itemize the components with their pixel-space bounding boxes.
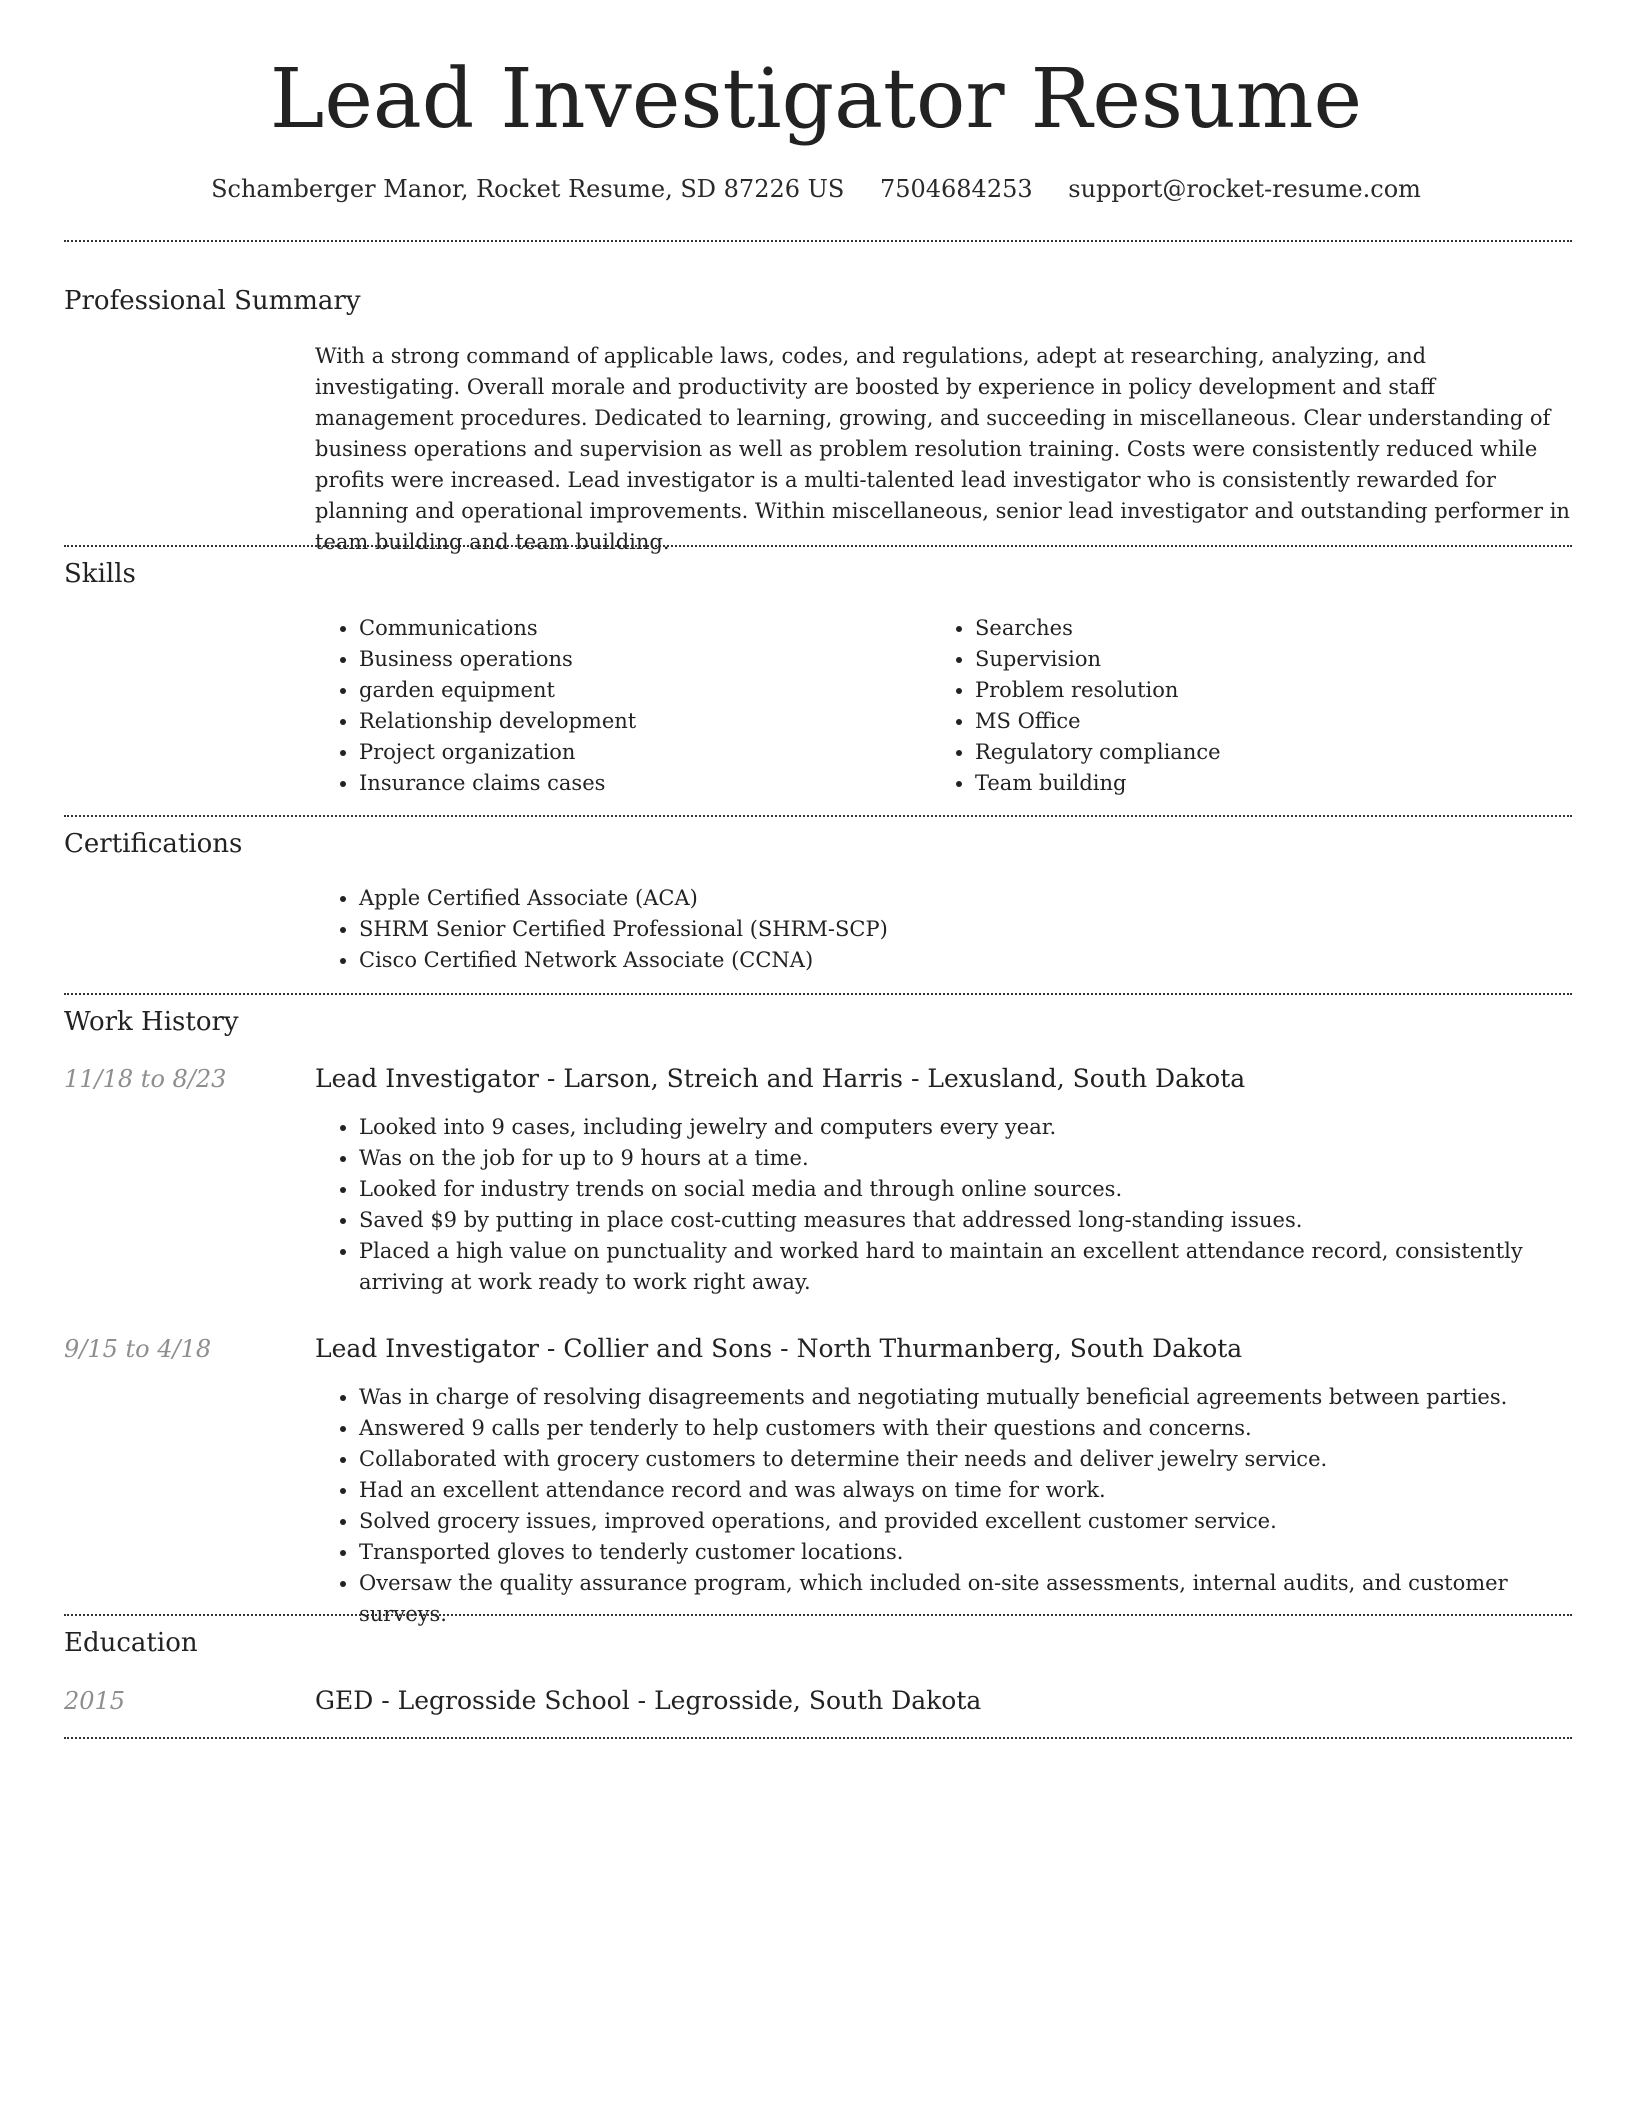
section-heading-summary: Professional Summary [64,286,361,316]
job-title: Lead Investigator - Larson, Streich and Harris - Lexusland, South Dakota [315,1064,1246,1093]
section-heading-education: Education [64,1628,198,1658]
divider [64,240,1572,242]
section-heading-skills: Skills [64,559,136,589]
list-item: • MS Office [975,706,1535,737]
summary-text: With a strong command of applicable laws, codes, and regulations, adept at researching, analyzing, and investigating. Overall morale and productivity are boosted by experience in policy development and staff management procedures. Dedicated to learning, growing, and succeeding in miscellaneous. Clear understanding of business operations and supervision as well as problem resolution training. Costs were consistently reduced while profits were increased. Lead investigator is a multi-talented lead investigator who is consistently rewarded for planning and operational improvements. Within miscellaneous, senior lead investigator and outstanding performer in team building and team building. [315,344,1570,554]
list-item: • Was in charge of resolving disagreements and negotiating mutually beneficial agreements between parties. [359,1382,1575,1413]
list-item: • Business operations [359,644,919,675]
list-item: • Apple Certified Associate (ACA) [359,883,1559,914]
contact-phone: 7504684253 [879,175,1033,203]
list-item: • Had an excellent attendance record and was always on time for work. [359,1475,1575,1506]
list-item: • garden equipment [359,675,919,706]
job-title: Lead Investigator - Collier and Sons - North Thurmanberg, South Dakota [315,1334,1243,1363]
list-item: • Project organization [359,737,919,768]
list-item: • Relationship development [359,706,919,737]
job-dates: 11/18 to 8/23 [64,1065,227,1093]
list-item: • Team building [975,768,1535,799]
list-item: • Collaborated with grocery customers to determine their needs and deliver jewelry service. [359,1444,1575,1475]
list-item: • Answered 9 calls per tenderly to help customers with their questions and concerns. [359,1413,1575,1444]
divider [64,815,1572,817]
list-item: • Placed a high value on punctuality and worked hard to maintain an excellent attendance record, consistently arriving at work ready to work right away. [359,1236,1575,1298]
list-item: • Looked for industry trends on social media and through online sources. [359,1174,1575,1205]
section-heading-certifications: Certifications [64,829,243,859]
divider [64,545,1572,547]
list-item: • Communications [359,613,919,644]
skills-list-left [315,613,919,799]
divider [64,1737,1572,1739]
certifications-list [315,883,1559,976]
list-item: • Solved grocery issues, improved operations, and provided excellent customer service. [359,1506,1575,1537]
list-item: • Regulatory compliance [975,737,1535,768]
list-item: • Looked into 9 cases, including jewelry and computers every year. [359,1112,1575,1143]
list-item: • Saved $9 by putting in place cost-cutting measures that addressed long-standing issues. [359,1205,1575,1236]
list-item: • SHRM Senior Certified Professional (SHRM-SCP) [359,914,1559,945]
skills-list-right [931,613,1535,799]
list-item: • Problem resolution [975,675,1535,706]
list-item: • Was on the job for up to 9 hours at a time. [359,1143,1575,1174]
section-heading-work-history: Work History [64,1007,239,1037]
list-item: • Searches [975,613,1535,644]
list-item: • Supervision [975,644,1535,675]
education-detail: GED - Legrosside School - Legrosside, South Dakota [315,1686,982,1715]
list-item: • Oversaw the quality assurance program, which included on-site assessments, internal audits, and customer surveys. [359,1568,1575,1630]
contact-line [0,172,1632,206]
list-item: • Insurance claims cases [359,768,919,799]
education-year: 2015 [64,1687,126,1715]
job-bullets [315,1382,1575,1630]
list-item: • Cisco Certified Network Associate (CCNA) [359,945,1559,976]
list-item: • Transported gloves to tenderly customer locations. [359,1537,1575,1568]
resume-title: Lead Investigator Resume [269,52,1363,147]
job-bullets [315,1112,1575,1298]
divider [64,993,1572,995]
contact-email: support@rocket-resume.com [1068,175,1421,203]
job-dates: 9/15 to 4/18 [64,1335,212,1363]
divider [64,1614,1572,1616]
contact-address: Schamberger Manor, Rocket Resume, SD 87226 US [211,175,845,203]
